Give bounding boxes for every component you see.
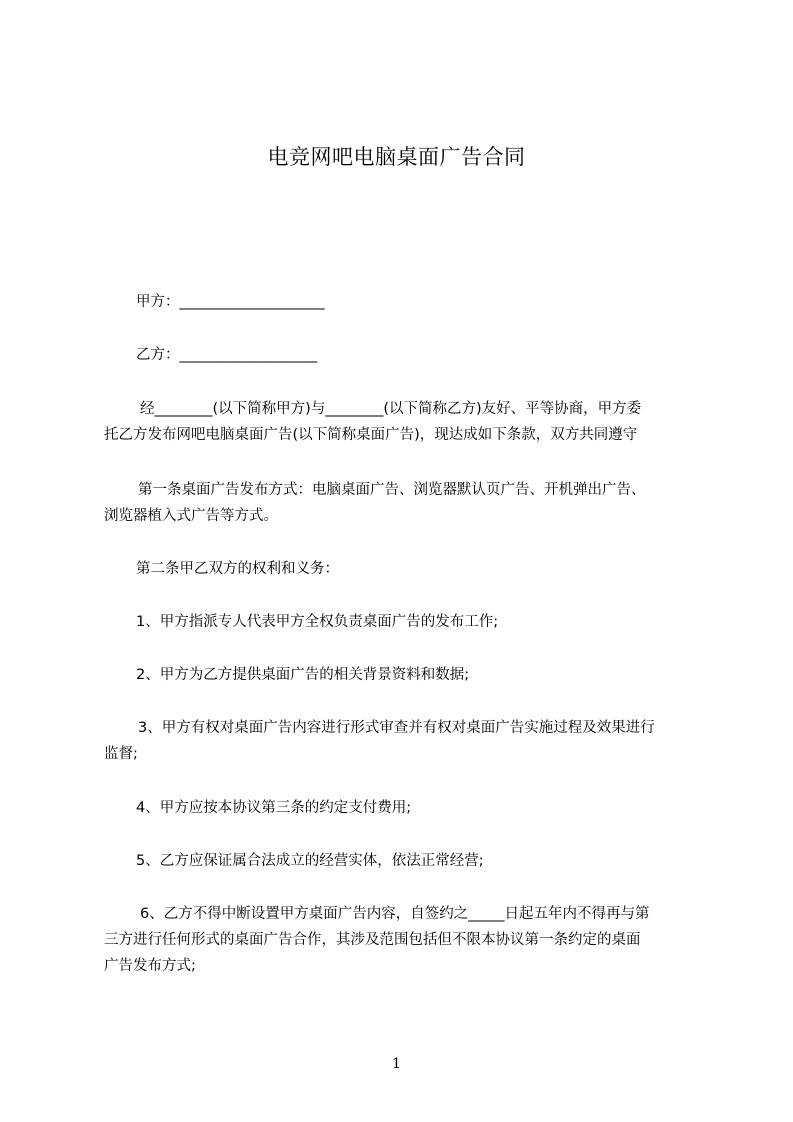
item-1 [136,609,746,635]
item-3-line-1: 3、甲方有权对桌面广告内容进行形式审查并有权对桌面广告实施过程及效果进行 [138,720,655,736]
item-6 [104,901,714,979]
intro-paragraph [104,396,714,448]
item-5-text: 5、乙方应保证属合法成立的经营实体，依法正常经营; [136,853,484,869]
party-b-line [136,342,746,368]
article-2-heading [136,556,746,582]
item-1-text: 1、甲方指派专人代表甲方全权负责桌面广告的发布工作; [136,614,499,630]
article-2-heading-text: 第二条甲乙双方的权利和义务： [136,561,339,577]
party-a-line [136,289,746,315]
document-title: 电竞网吧电脑桌面广告合同 [267,145,526,169]
party-b-text: 乙方：___________________ [136,347,318,363]
article-1-line-2: 浏览器植入式广告等方式。 [104,508,278,524]
item-5 [136,848,746,874]
item-4-text: 4、甲方应按本协议第三条的约定支付费用; [136,800,412,816]
intro-line-1: 经________(以下简称甲方)与________(以下简称乙方)友好、平等协商，甲方委 [140,401,642,417]
item-6-line-1: 6、乙方不得中断设置甲方桌面广告内容，自签约之_____日起五年内不得再与第 [140,906,650,922]
item-4 [136,795,746,821]
item-2 [136,662,746,688]
item-3-line-2: 监督; [104,746,138,762]
party-a-text: 甲方：____________________ [136,294,325,310]
page-number: 1 [392,1056,401,1072]
item-3 [104,715,714,767]
item-6-line-3: 广告发布方式; [104,958,196,974]
article-1-paragraph [104,477,714,529]
article-1-line-1: 第一条桌面广告发布方式：电脑桌面广告、浏览器默认页广告、开机弹出广告、 [138,482,646,498]
item-2-text: 2、甲方为乙方提供桌面广告的相关背景资料和数据; [136,667,470,683]
item-6-line-2: 三方进行任何形式的桌面广告合作，其涉及范围包括但不限本协议第一条约定的桌面 [104,932,641,948]
intro-line-2: 托乙方发布网吧电脑桌面广告(以下简称桌面广告)，现达成如下条款，双方共同遵守 [104,427,638,443]
